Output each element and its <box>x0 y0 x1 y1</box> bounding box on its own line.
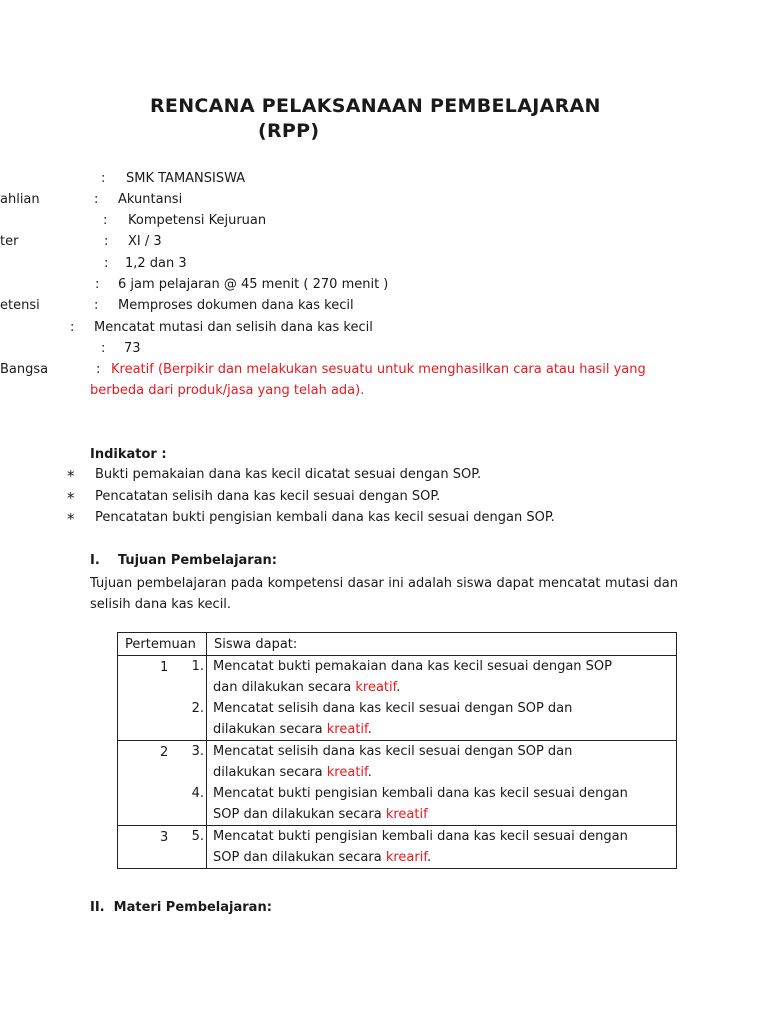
identity-label-keahlian: ahlian <box>0 192 40 207</box>
identity-label-semester: ter <box>0 234 19 249</box>
indikator-heading: Indikator : <box>90 447 167 462</box>
identity-colon: : <box>96 362 101 377</box>
objective-item: 5. Mencatat bukti pengisian kembali dana kas kecil sesuai dengan SOP dan dilakukan secara krearif. <box>207 826 676 868</box>
indikator-item: Pencatatan selisih dana kas kecil sesuai dengan SOP. <box>95 489 441 504</box>
identity-colon: : <box>101 341 106 356</box>
identity-colon: : <box>103 213 108 228</box>
meeting-number: 2 <box>160 745 169 760</box>
objective-item: 3. Mencatat selisih dana kas kecil sesuai dengan SOP dan dilakukan secara kreatif. <box>207 741 676 783</box>
objectives-table <box>117 632 677 869</box>
meeting-number: 3 <box>160 830 169 845</box>
objective-number: 3. <box>191 744 204 759</box>
identity-colon: : <box>101 171 106 186</box>
identity-colon: : <box>70 320 75 335</box>
identity-colon: : <box>104 234 109 249</box>
identity-value-class: XI / 3 <box>128 234 162 249</box>
identity-value-kkm: 73 <box>124 341 141 356</box>
materi-heading: II. Materi Pembelajaran: <box>90 900 272 915</box>
identity-value-meetings: 1,2 dan 3 <box>125 256 187 271</box>
identity-value-competency: Memproses dokumen dana kas kecil <box>118 298 354 313</box>
meeting-number: 1 <box>160 660 169 675</box>
identity-colon: : <box>104 256 109 271</box>
table-header-row <box>118 633 677 656</box>
objective-item: 4. Mencatat bukti pengisian kembali dana kas kecil sesuai dengan SOP dan dilakukan secara kreatif <box>207 783 676 825</box>
tujuan-heading: I. Tujuan Pembelajaran: <box>90 553 277 568</box>
tujuan-paragraph: Tujuan pembelajaran pada kompetensi dasar ini adalah siswa dapat mencatat mutasi dan selisih dana kas kecil. <box>90 576 678 612</box>
objective-item: 1. Mencatat bukti pemakaian dana kas kecil sesuai dengan SOP dan dilakukan secara kreatif. <box>207 656 676 698</box>
identity-colon: : <box>95 277 100 292</box>
objective-item: 2. Mencatat selisih dana kas kecil sesuai dengan SOP dan dilakukan secara kreatif. <box>207 698 676 740</box>
table-row <box>118 741 677 826</box>
objective-number: 4. <box>191 786 204 801</box>
identity-value-basic-competency: Mencatat mutasi dan selisih dana kas kecil <box>94 320 373 335</box>
objective-number: 5. <box>191 829 204 844</box>
indikator-item: Bukti pemakaian dana kas kecil dicatat sesuai dengan SOP. <box>95 467 482 482</box>
objective-number: 2. <box>191 701 204 716</box>
identity-colon: : <box>94 298 99 313</box>
page-title: RENCANA PELAKSANAAN PEMBELAJARAN <box>150 95 601 117</box>
objective-number: 1. <box>191 659 204 674</box>
identity-label-kompetensi: etensi <box>0 298 40 313</box>
identity-value-school: SMK TAMANSISWA <box>126 171 246 186</box>
table-row <box>118 656 677 741</box>
identity-value-subject: Kompetensi Kejuruan <box>128 213 267 228</box>
bullet-icon: * <box>67 467 75 485</box>
page-subtitle: (RPP) <box>258 120 320 142</box>
character-value-line1: Kreatif (Berpikir dan melakukan sesuatu untuk menghasilkan cara atau hasil yang <box>111 362 646 377</box>
character-value-line2: berbeda dari produk/jasa yang telah ada). <box>90 383 365 398</box>
indikator-item: Pencatatan bukti pengisian kembali dana kas kecil sesuai dengan SOP. <box>95 510 555 525</box>
bullet-icon: * <box>67 510 75 528</box>
table-row <box>118 826 677 869</box>
header-cell-meeting: Pertemuan <box>118 633 207 656</box>
bullet-icon: * <box>67 489 75 507</box>
identity-value-time: 6 jam pelajaran @ 45 menit ( 270 menit ) <box>118 277 389 292</box>
identity-value-program: Akuntansi <box>118 192 183 207</box>
header-cell-objective: Siswa dapat: <box>207 633 677 656</box>
identity-label-bangsa: Bangsa <box>0 362 49 377</box>
identity-colon: : <box>94 192 99 207</box>
